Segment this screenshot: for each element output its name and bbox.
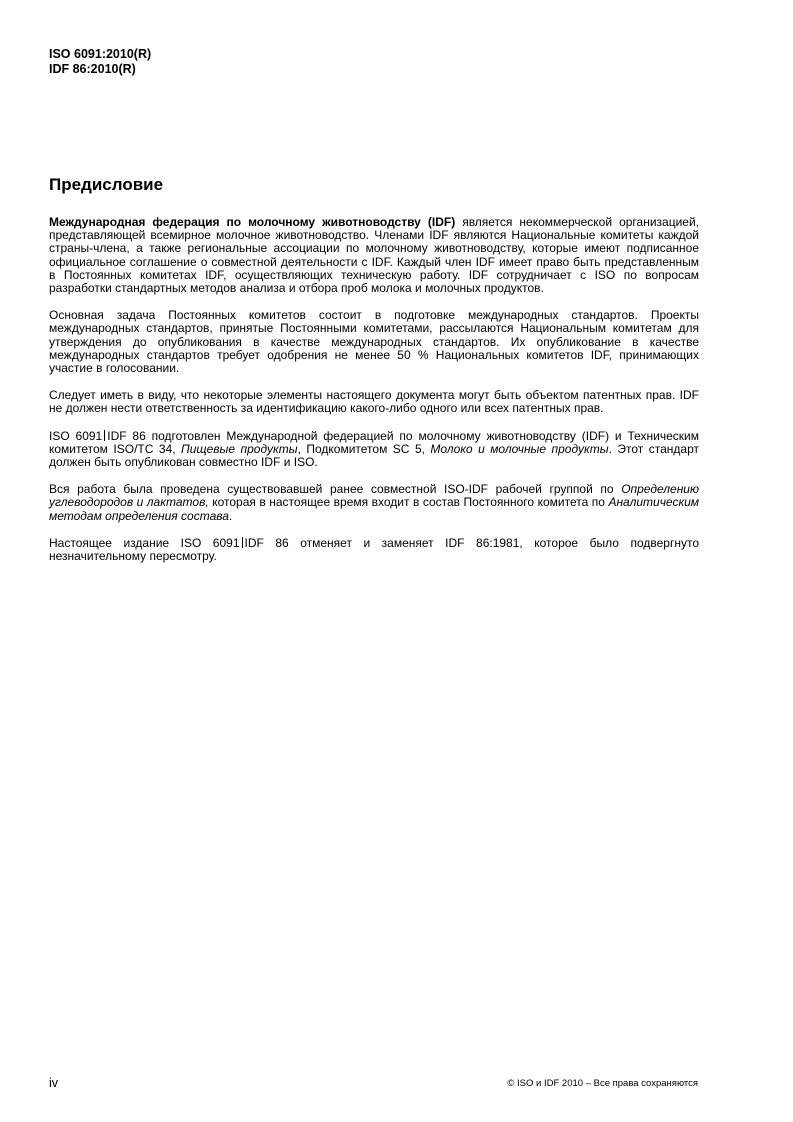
paragraph-5-italic-b: Аналитическим методам определения состава [49, 495, 700, 523]
paragraph-1-bold: Международная федерация по молочному животноводству (IDF) [49, 215, 456, 229]
paragraph-4-italic-food: Пищевые продукты [181, 441, 298, 456]
paragraph-5-part-a: Вся работа была проведена существовавшей ранее совместной ISO-IDF рабочей группой по [49, 482, 622, 497]
header-iso-number: ISO 6091:2010(R) [49, 47, 152, 61]
separator-bar [104, 430, 105, 441]
paragraph-4-part-f: . Этот стандарт должен быть опубликован совместно IDF и ISO. [49, 441, 700, 470]
document-header [49, 47, 151, 77]
paragraph-6-part-b: IDF 86 отменяет и заменяет IDF 86:1981, которое было подвергнуто незначительному пересмотру. [49, 535, 699, 564]
paragraph-4-part-b: IDF 86 подготовлен Международной федерацией по молочному животноводству (IDF) и Техническим комитетом ISO/TC 34, [49, 428, 700, 456]
paragraph-2: Основная задача Постоянных комитетов состоит в подготовке международных стандартов. Проекты международных стандартов, принятые Постоянными комитетами, рассылаются Национальным комитетам для утверждения до опубликования в качестве международных стандартов. Их опубликование в качестве международных стандартов требует одобрения не менее 50 % Национальных комитетов IDF, принимающих участие в голосовании. [49, 308, 699, 376]
paragraph-5-italic-a: Определению углеводородов и лактатов, [49, 482, 699, 510]
header-idf-number: IDF 86:2010(R) [49, 62, 136, 76]
paragraph-4-italic-milk: Молоко и молочные продукты [430, 441, 609, 456]
page-number: iv [49, 1076, 59, 1090]
paragraph-5-part-c: которая в настоящее время входит в состав Постоянного комитета по [208, 495, 609, 510]
copyright-notice: © ISO и IDF 2010 – Все права сохраняются [507, 1078, 698, 1089]
paragraph-5-part-e: . [228, 508, 233, 523]
document-body [49, 216, 699, 577]
paragraph-4-part-d: , Подкомитетом SC 5, [297, 441, 431, 456]
paragraph-6-part-a: Настоящее издание ISO 6091 [49, 535, 240, 550]
paragraph-6 [49, 537, 699, 563]
separator-bar [242, 537, 243, 548]
paragraph-1 [49, 216, 699, 295]
paragraph-4-part-a: ISO 6091 [49, 428, 103, 443]
paragraph-3: Следует иметь в виду, что некоторые элементы настоящего документа могут быть объектом патентных прав. IDF не должен нести ответственность за идентификацию какого-либо одного или всех патентных прав. [49, 388, 699, 416]
paragraph-5 [49, 483, 699, 523]
paragraph-1-text: является некоммерческой организацией, представляющей всемирное молочное животноводство. Членами IDF являются Национальные комитеты каждой страны-члена, а также региональные ассоциации по молочному животноводству, которые имеют подписанное официальное соглашение о совместной деятельности с IDF. Каждый член IDF имеет право быть представленным в Постоянных комитетах IDF, осуществляющих техническую работу. IDF сотрудничает с ISO по вопросам разработки стандартных методов анализа и отбора проб молока и молочных продуктов. [49, 215, 699, 296]
page-title: Предисловие [49, 175, 164, 194]
paragraph-4 [49, 430, 699, 470]
